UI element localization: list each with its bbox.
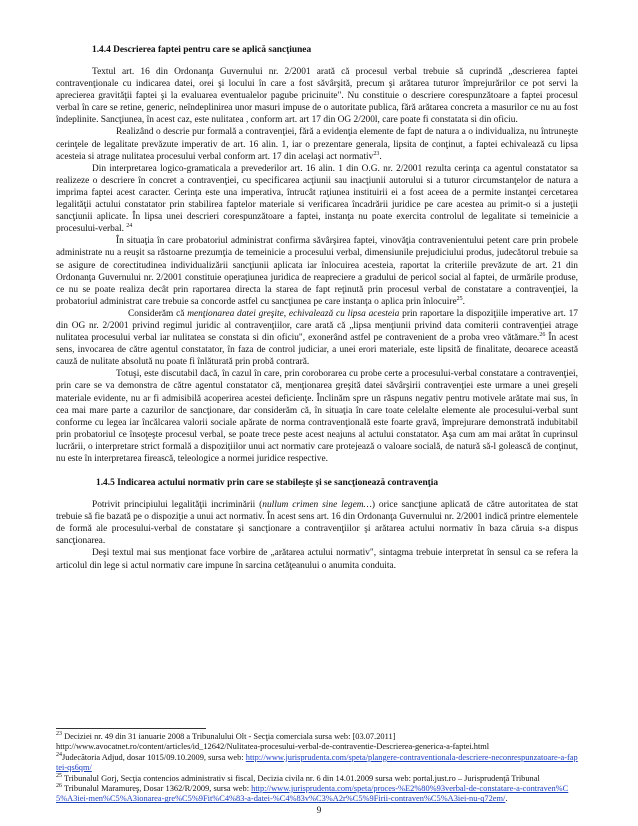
paragraph-7-italic: nullum crimen sine legem… — [262, 500, 372, 511]
footnote-23-text: Deciziei nr. 49 din 31 ianuarie 2008 a Tribunalului Olt - Secţia comerciala sursa web: [03.07.2011] — [62, 732, 396, 741]
footnote-24-text: Judecătoria Adjud, dosar 1015/09.10.2009, sursa web: — [62, 752, 246, 762]
paragraph-3-text: Din interpretarea logico-gramaticala a prevederilor art. 16 alin. 1 din O.G. nr. 2/2001 rezulta cerinţa ca agentul constatator sa realizeze o descriere în concret a contravenţiei, cu specificarea acţiunii sau inacţiunii autorului si a tuturor circumstanţelor de natura a imprima faptei acest caracter. Cerinţa este una imperativa, întrucât raţiunea instituirii ei a fost aceea de a permite instanţei cercetarea legalităţii actului constatator prin stabilirea faptelor materiale si verificarea încadrării juridice pe care acestea au primit-o si a justeţii sancţiunii aplicate. În lipsa unei descrieri corespunzătoare a faptei, instanţa nu poate exercita controlul de legalitate si temeinicie a procesului-verbal. — [56, 163, 578, 235]
footnote-26-tail: . — [505, 794, 508, 804]
page-number: 9 — [316, 806, 322, 816]
section-heading-1-4-5: 1.4.5 Indicarea actului normativ prin care se stabileşte şi se sancţionează contravenţia — [96, 478, 439, 489]
paragraph-8 — [56, 547, 578, 571]
paragraph-5-italic: menţionarea datei greşite, echivalează cu lipsa acesteia — [187, 308, 400, 319]
paragraph-5-text-c: În acest sens, invocarea de către agentul constatator, în faza de control judiciar, a unei erori materiale, este lipsită de finalitate, deoarece această cauză de nulitate absolută nu poate fi înlăturată prin probă contrară. — [56, 333, 579, 368]
paragraph-4-text: În situaţia în care probatoriul administrat confirma săvârşirea faptei, vinovăţia contravenientului petent care prin probele administrate nu a reuşit sa răstoarne prezumţia de temeinicie a procesului verbal, dimensiunile prejudiciului produs, judecătorul trebuie sa se asigure de corectitudinea individualizării sancţiunii aplicata iar înlocuirea acesteia, raportat la criteriile prevăzute de art. 21 din Ordonanţa Guvernului nr. 2/2001 constituie operaţiunea juridica de reapreciere a gradului de pericol social al faptei, de urmările produse, ce nu se poate realiza decât prin raportarea directa la starea de fapt reţinută prin procesul verbal de constatare a contravenţiei, la probatoriul administrat care trebuie sa concorde astfel cu sancţiunea pe care instanţa o aplica prin înlocuire — [56, 236, 578, 307]
footnote-ref-25[interactable]: 25 — [456, 295, 463, 302]
footnote-25 — [56, 774, 578, 784]
footnotes — [56, 732, 578, 805]
footnote-ref-26[interactable]: 26 — [539, 331, 546, 338]
paragraph-4: În situaţia în care probatoriul administrat confirma săvârşirea faptei, vinovăţia contravenientului petent care prin probele administrate nu a reuşit sa răstoarne prezumţia de temeinicie a procesului verbal, dimensiunile prejudiciului produs, judecătorul trebuie sa se asigure de corectitudinea individualizării sancţiunii aplicata iar înlocuirea acesteia, raportat la criteriile prevăzute de art. 21 din Ordonanţa Guvernului nr. 2/2001 constituie operaţiunea juridica de reapreciere a gradului de pericol social al faptei, de urmările produse, ce nu se poate realiza decât prin raportarea directa la starea de fapt reţinută prin procesul verbal de constatare a contravenţiei, la probatoriul administrat care trebuie sa concorde astfel cu sancţiunea pe care instanţa o aplica prin înlocuire$^{25}$. — [56, 236, 578, 307]
footnote-23-number: 23 — [56, 731, 62, 738]
paragraph-1 — [56, 66, 578, 126]
paragraph-3 — [56, 163, 578, 236]
footnote-24-number: 24 — [56, 752, 62, 759]
footnote-26-text: Tribunalul Maramureş, Dosar 1362/R/2009, sursa web: — [62, 784, 252, 794]
footnote-23-url: http://www.avocatnet.ro/content/articles/id_12642/Nulitatea-procesului-verbal-de-contraventie-Descrierea-generica-a-faptei.html — [56, 742, 490, 752]
paragraph-5-text-b: prin raportare la dispoziţiile imperative art. 17 din OG nr. 2/2001 privind regimul juridic al contravenţiilor, care arată că „lipsa menţiunii privind data comiterii contravenţiei atrage nulitatea procesului verbal iar nulitatea se constata si din oficiu", exonerând astfel pe contravenient de a proba vreo vătămare. — [56, 308, 578, 344]
paragraph-7-text-b: ) orice sancţiune aplicată de către autoritatea de stat trebuie să fie bazată pe o dispoziţie a unui act normativ. În acest sens art. 16 din Ordonanţa Guvernului nr. 2/2001 indică printre elementele de formă ale procesului-verbal de constatare şi sancţionare a contravenţiilor şi arătarea actului normativ în baza căruia s-a dispus sancţionarea. — [56, 500, 578, 547]
paragraph-2-text: Realizând o descrie pur formală a contravenţiei, fără a evidenţia elemente de fapt de natura a o individualiza, nu întruneşte cerinţele de legalitate prevăzute imperativ de art. 16 alin. 1, iar o prezentare generala, lipsita de conţinut, a faptei echivalează cu lipsa acesteia si atrage nulitatea procesului verbal conform art. 17 din acelaşi act normativ — [56, 127, 578, 162]
footnote-separator — [56, 728, 206, 729]
footnote-26 — [56, 784, 578, 805]
footnote-26-number: 26 — [56, 783, 62, 790]
paragraph-7 — [56, 499, 578, 547]
footnote-24 — [56, 753, 578, 774]
paragraph-2: Realizând o descrie pur formală a contravenţiei, fără a evidenţia elemente de fapt de natura a o individualiza, nu întruneşte cerinţele de legalitate prevăzute imperativ de art. 16 alin. 1, iar o prezentare generala, lipsita de conţinut, a faptei echivalează cu lipsa acesteia si atrage nulitatea procesului verbal conform art. 17 din acelaşi act normativ$^{23}$. — [56, 127, 578, 162]
paragraph-5 — [56, 308, 578, 368]
paragraph-8-text: Deşi textul mai sus menţionat face vorbire de „arătarea actului normativ", sintagma trebuie interpretat în sensul ca se refera la articolul din lege si actul normativ care impune în sarcina cetăţeanului o anumita conduita. — [56, 548, 578, 571]
paragraph-6-text: Totuşi, este discutabil dacă, în cazul în care, prin coroborarea cu probe certe a procesului-verbal constatare a contravenţiei, prin care se va demonstra de către agentul constatator că, menţionarea greşită datei săvârşirii contravenţiei este urmare a unei greşeli materiale evidente, nu ar fi admisibilă acoperirea acestei deficienţe. Înclinăm spre un răspuns negativ pentru motivele arătate mai sus, în cea mai mare parte a cazurilor de sancţionare, dar considerăm că, în situaţia în care toate celelalte elemente ale procesului-verbal sunt conforme cu legea iar încălcarea valorii sociale apărate de norma contravenţională este foarte gravă, împrejurare demonstrată indubitabil prin probatoriul ce însoţeşte procesul verbal, se poate trece peste acest neajuns al actului constatator. Aşa cum am mai arătat în cuprinsul lucrării, o interpretare strict formală a dispoziţiilor unui act normativ care protejează o valoare socială, de natură să-l golească de conţinut, nu este în interpretarea firească, teleologice a normei juridice respective. — [56, 369, 578, 464]
footnote-ref-23[interactable]: 23 — [373, 150, 380, 157]
footnote-25-text: Tribunalul Gorj, Secţia contencios administrativ si fiscal, Decizia civila nr. 6 din 14.01.2009 sursa web: portal.just.ro – Jurisprudenţă Tribunal — [62, 773, 540, 783]
paragraph-6 — [56, 368, 578, 465]
paragraph-1-text: Textul art. 16 din Ordonanţa Guvernului nr. 2/2001 arată că procesul verbal trebuie să cuprindă „descrierea faptei contravenţionale cu indicarea datei, orei şi locului în care a fost săvârşită, precum şi arătarea tuturor împrejurărilor ce pot servi la aprecierea gravităţii faptei şi la evaluarea eventualelor pagube pricinuite". Nu constituie o descriere corespunzătoare a faptei procesul verbal în care se retine, generic, neîndeplinirea unor masuri impuse de o autoritate publica, fără arătarea concreta a masurilor ce nu au fost îndeplinite. Sancţiunea, în acest caz, este nulitatea , conform art. art 17 din OG 2/200l, care poate fi constatata si din oficiu. — [56, 67, 578, 126]
paragraph-7-text-a: Potrivit principiului legalităţii incriminării ( — [92, 500, 263, 511]
footnote-23 — [56, 732, 578, 753]
footnote-ref-24[interactable]: 24 — [126, 223, 133, 230]
footnote-24-link[interactable]: http://www.jurisprudenta.com/speta/plangere-contraventionala-descriere-neconrespunzatoare-a-faptei-qs6qm/ — [56, 752, 578, 773]
footnote-26-link[interactable]: http://www.jurisprudenta.com/speta/proces-%E2%80%93verbal-de-constatare-a-contraven%C5%A3iei-men%C5%A3ionarea-gre%C5%9Fit%C4%83-a-datei-%C4%83v%C3%A2r%C5%9Firii-contraven%C5%A3iei-nu-q72em/ — [56, 784, 569, 804]
footnote-25-number: 25 — [56, 772, 62, 779]
section-heading-1-4-4: 1.4.4 Descrierea faptei pentru care se aplică sancţiunea — [92, 45, 312, 55]
paragraph-5-text-a: Considerăm că — [128, 308, 188, 319]
